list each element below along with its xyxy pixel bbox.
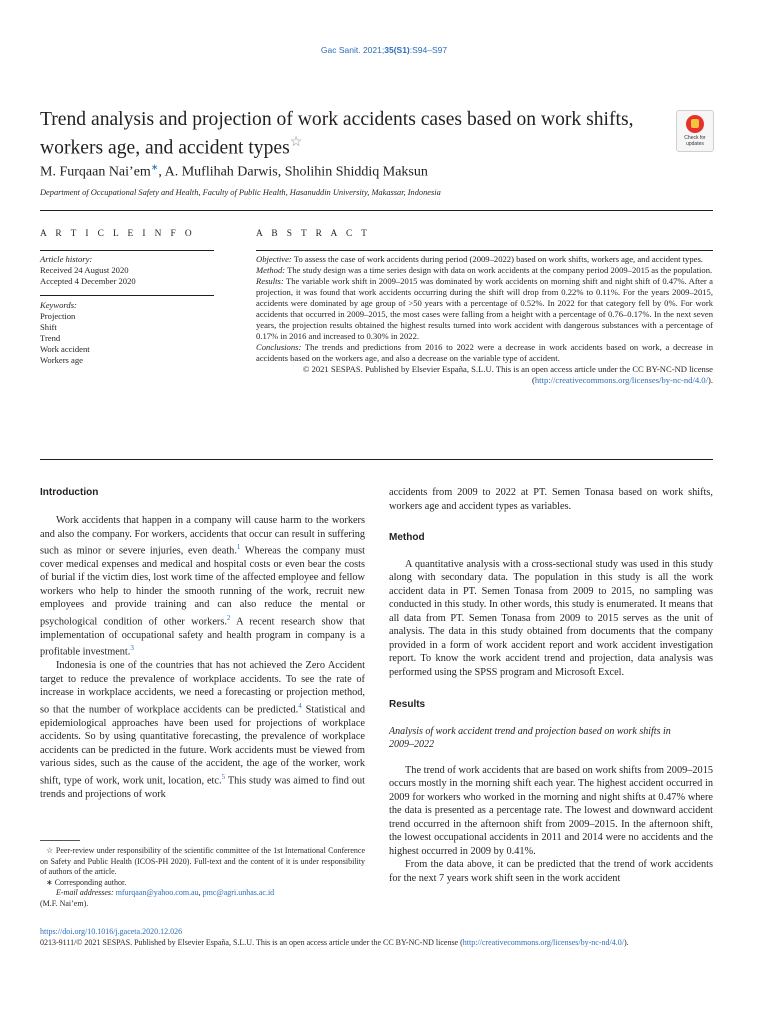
method-heading: Method [389, 532, 425, 543]
crossmark-label-line2: updates [686, 141, 704, 147]
introduction-body [40, 514, 365, 801]
article-title [40, 108, 640, 160]
intro-paragraph [40, 514, 365, 659]
doi-link[interactable]: https://doi.org/10.1016/j.gaceta.2020.12.026 [40, 927, 183, 936]
header-divider [40, 210, 713, 211]
ref-link[interactable]: 3 [130, 644, 134, 653]
author-list [40, 162, 428, 181]
keywords-divider [40, 295, 214, 296]
corresponding-author-note [40, 878, 365, 889]
intro-continuation: accidents from 2009 to 2022 at PT. Semen Tonasa based on work shifts, workers age and accident types as variables. [389, 487, 713, 512]
journal-year: 2021; [362, 45, 385, 55]
journal-volume: 35(S1) [384, 45, 410, 55]
results-heading: Results [389, 699, 426, 710]
history-label: Article history: [40, 254, 93, 264]
article-info-header: A R T I C L E I N F O [40, 229, 196, 239]
ref-link[interactable]: 4 [298, 701, 302, 710]
corresponding-text: Corresponding author. [54, 877, 127, 887]
introduction-heading: Introduction [40, 487, 99, 498]
abstract-divider [256, 250, 713, 251]
issn-end: ). [623, 937, 629, 947]
results-paragraph: From the data above, it can be predicted that the trend of work accidents for the next 7 years work shift seen in the work accident [389, 859, 713, 884]
journal-reference[interactable] [0, 45, 768, 55]
results-label: Results: [256, 276, 284, 286]
crossmark-icon [686, 115, 704, 133]
title-star-mark[interactable]: ☆ [289, 135, 303, 150]
keyword: Workers age [40, 355, 83, 365]
issn-text: 0213-9111/© 2021 SESPAS. Published by Elsevier España, S.L.U. This is an open access article under the CC BY-NC-ND license ( [40, 937, 463, 947]
keywords-label: Keywords: [40, 300, 77, 310]
article-info-divider [40, 250, 214, 251]
page-footer [40, 927, 713, 948]
results-subheading: Analysis of work accident trend and projection based on work shifts in 2009–2022 [389, 725, 671, 750]
intro-text: Statistical and epidemiological approaches have been used for projections of workplace accidents. So by using quantitative forecasting, the prevalence of workplace accidents can be predicted in the future. Work accidents must be viewed from various sides, such as the cause of the accident, the age of the worker, work shift, type of work, work unit, location, etc. [40, 704, 366, 787]
issn-license-link[interactable]: http://creativecommons.org/licenses/by-nc-nd/4.0/ [462, 937, 624, 947]
email-owner: (M.F. Nai’em). [40, 898, 89, 908]
license-end: ). [707, 375, 713, 385]
intro-text: Whereas the company must cover medical expenses and medical and hospital costs or even bear the costs of burial if the victim dies, lost work time of the affected employee and fellow workers who help to hinder the smooth running of the work, recruit new employees and provide training and can also reduce the mental or psychological condition of other workers. [40, 545, 365, 628]
intro-text: Work accidents that happen in a company will cause harm to the workers and also the company. For workers, accidents that occur can result in suffering such as minor or severe injuries, even death. [40, 515, 365, 557]
license-link[interactable]: http://creativecommons.org/licenses/by-nc-nd/4.0/ [534, 375, 708, 385]
author-1: M. Furqaan Nai’em [40, 164, 151, 180]
results-paragraph: The trend of work accidents that are based on work shifts from 2009–2015 occurs mostly in the morning shift each year. The highest accident occurred in 2009 for workers who worked in the morning and night shifts at 0.47% where the data is presented as a percentage rate. The lowest and downward accident trend occurred in the afternoon shift from 2009–2015. In the afternoon shift, the lowest occupational accidents in 2011 and 2014 were no accidents and the highest occurred in 2009 by 0.41%. [389, 764, 713, 857]
email-addresses [40, 888, 365, 899]
intro-text: Indonesia is one of the countries that has not achieved the Zero Accident target to reduce the prevalence of workplace accidents. To see the rate of increase in workplace accidents, we need a forecasting or projection method, so that the number of workplace accidents can be predicted. [40, 660, 365, 716]
journal-name: Gac Sanit. [320, 45, 361, 55]
objective-text: To assess the case of work accidents during period (2009–2022) based on work shifts, workers age, and accident types. [291, 254, 703, 264]
journal-pages: :S94–S97 [409, 45, 448, 55]
objective-label: Objective: [256, 254, 292, 264]
intro-text: This study was aimed to find out trends and projections of work [40, 775, 365, 800]
email-link[interactable]: mfurqaan@yahoo.com.au [115, 888, 199, 897]
footnote-corr-mark: ∗ [46, 877, 53, 887]
peer-review-text: Peer-review under responsibility of the scientific committee of the 1st International Conference on Safety and Public Health (ICOS-PH 2020). Full-text and the content of it is under responsibility of authors of the article. [40, 846, 366, 876]
email-label: E-mail addresses: [56, 888, 114, 897]
abstract-method [256, 265, 713, 276]
ref-link[interactable]: 1 [236, 543, 241, 551]
footnotes [40, 846, 365, 909]
author-separator: , [158, 164, 165, 180]
method-label: Method: [256, 265, 286, 275]
keyword: Trend [40, 333, 61, 343]
results-text: The variable work shift in 2009–2015 was dominated by work accidents on morning shift and night shift of 0.47%. After a projection, it was found that work accidents occurring during the shift will drop from 0.22% to 0.11%. For the years 2009–2015, accidents were dominated by age group of >50 years with a percentage of 0.52%. In 2022 for that category fell by 0%. For work accidents that occurred in 2009–2015, the most cases were falling from a height with a percentage of 0.76–0.17%. In the next seven years, the projection results obtained the highest results turned into work accident with dangerous substances with a percentage of 0.17% in 2016 and increased to 0.30% in 2022. [256, 276, 713, 341]
license-text: © 2021 SESPAS. Published by Elsevier España, S.L.U. This is an open access article under the CC BY-NC-ND license ( [302, 364, 713, 385]
affiliation: Department of Occupational Safety and Health, Faculty of Public Health, Hasanuddin University, Makassar, Indonesia [40, 188, 441, 197]
email-separator: , [198, 888, 203, 897]
ref-link[interactable]: 5 [221, 772, 226, 781]
keyword: Work accident [40, 344, 90, 354]
abstract-license [256, 364, 713, 386]
abstract-objective [256, 254, 713, 265]
footnote-star-mark: ☆ [46, 846, 54, 855]
peer-review-note [40, 846, 365, 878]
issn-license [40, 938, 713, 949]
conclusions-text: The trends and predictions from 2016 to 2022 were a decrease in work accidents based on work, a decrease in accidents based on the workers age, and also a decrease on the variable type of accident. [256, 342, 713, 363]
footnote-divider [40, 840, 80, 841]
intro-text: A recent research show that implementation of occupational safety and health program in company is a profitable investment. [40, 616, 365, 658]
keyword: Projection [40, 311, 76, 321]
abstract-header: A B S T R A C T [256, 229, 371, 239]
method-text: The study design was a time series design with data on work accidents at the company period 2009–2015 as the population. [285, 265, 713, 275]
keyword: Shift [40, 322, 57, 332]
other-authors: A. Muflihah Darwis, Sholihin Shiddiq Maksun [164, 164, 428, 180]
received-date: Received 24 August 2020 [40, 265, 129, 275]
intro-paragraph [40, 659, 365, 801]
conclusions-label: Conclusions: [256, 342, 302, 352]
crossmark-label-line1: Check for [684, 135, 706, 141]
check-for-updates-badge[interactable] [676, 110, 714, 152]
abstract-body [256, 254, 713, 386]
crossmark-label [677, 135, 713, 147]
method-paragraph: A quantitative analysis with a cross-sectional study was used in this study along with secondary data. The population in this study is all the work accident data in PT. Semen Tonasa from 2009 to 2015, no sampling was conducted in this study. In other words, this study is enumerated. It means that all data from PT. Semen Tonasa from 2009 to 2015 serves as the unit of analysis. The data in this study obtained from documents that the company provided in a form of work accident report and work accident investigation report. To know the work accident trend and projection, data analysis was performed using the SPSS program and Microsoft Excel. [389, 558, 713, 678]
article-info [40, 254, 214, 366]
right-column [389, 486, 713, 885]
ref-link[interactable]: 2 [226, 613, 231, 622]
accepted-date: Accepted 4 December 2020 [40, 276, 136, 286]
abstract-conclusions [256, 342, 713, 364]
email-link[interactable]: pmc@agri.unhas.ac.id [202, 888, 275, 897]
article-title-text: Trend analysis and projection of work accidents cases based on work shifts, workers age, and accident types [40, 109, 634, 159]
corresponding-author-mark[interactable]: ∗ [150, 162, 159, 172]
abstract-results [256, 276, 713, 342]
abstract-bottom-divider [40, 459, 713, 460]
